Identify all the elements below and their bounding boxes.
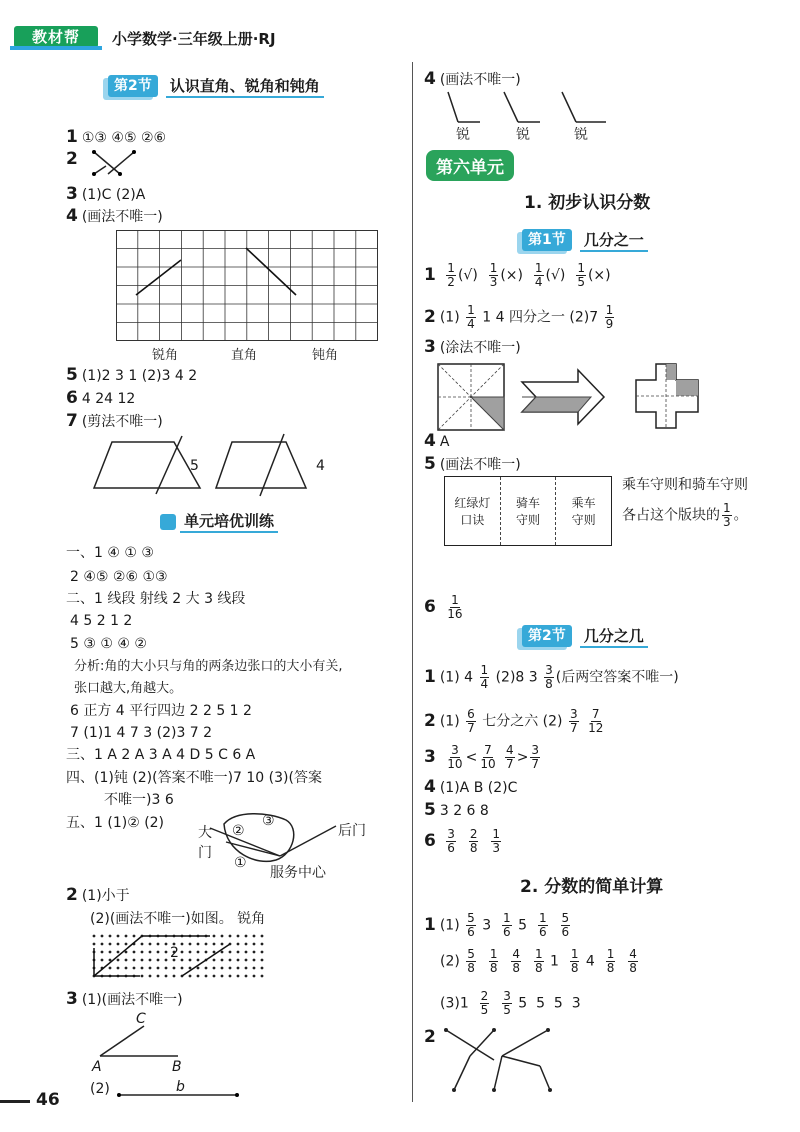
unit-2-6: 6 正方 4 平行四边 2 2 5 1 2 xyxy=(70,703,252,719)
board-cell-1: 红绿灯 口诀 xyxy=(445,477,501,545)
r-answer-3: 3 (涂法不唯一) xyxy=(424,337,521,357)
page-number: 46 xyxy=(36,1090,60,1110)
cut-shapes xyxy=(90,432,350,498)
r2-answer-6: 6 $\frac{3}{6}$ $\frac{2}{8}$ $\frac{1}{3}$ xyxy=(424,827,501,855)
cut-count-1: 5 xyxy=(190,458,199,474)
map-label-big: 大 xyxy=(198,825,212,841)
matching-lines-2 xyxy=(440,1026,570,1096)
unit-6-badge: 第六单元 xyxy=(426,150,514,181)
analysis-line-2: 张口越大,角越大。 xyxy=(74,681,183,696)
brand-underline xyxy=(10,46,102,50)
r3-answer-2: 2 xyxy=(424,1027,436,1047)
unit-5-2: 2 (1)小于 xyxy=(66,885,130,905)
map-circle-2: ② xyxy=(232,823,245,839)
r-answer-6: 6 $\frac{1}{16}$ xyxy=(424,593,463,621)
map-circle-1: ① xyxy=(234,855,247,871)
grid-caption-obtuse: 钝角 xyxy=(312,348,339,363)
answer-2: 2 xyxy=(66,149,78,169)
map-label-service: 服务中心 xyxy=(270,865,326,881)
r2-answer-5: 5 3 2 6 8 xyxy=(424,800,489,820)
section1-heading: 第1节 几分之一 xyxy=(522,228,648,252)
angle-grid xyxy=(116,230,380,342)
board-cell-3: 乘车 守则 xyxy=(571,496,596,527)
r-answer-1: 1 $\frac{1}{2}$ (√) $\frac{1}{3}$ (×) $\frac{1}{4}$ (√) $\frac{1}{5}$ (×) xyxy=(424,261,611,289)
matching-lines-1 xyxy=(90,148,140,178)
unit-2-1: 二、1 线段 射线 2 大 3 线段 xyxy=(66,591,246,607)
r3-answer-1b: (2) $\frac{5}{8}$ $\frac{1}{8}$ $\frac{4}{8}$ $\frac{1}{8}$ 1 $\frac{1}{8}$ 4 $\frac{1}{8}$ $\frac{4}{8}$ xyxy=(440,947,637,975)
r-answer-4: 4 A xyxy=(424,431,450,451)
grid-caption-acute: 锐角 xyxy=(152,348,179,363)
point-c: C xyxy=(136,1011,146,1027)
r-answer-2: 2 (1) $\frac{1}{4}$ 1 4 四分之一 (2)7 $\frac{1}{9}$ xyxy=(424,303,614,331)
unit-3: 三、1 A 2 A 3 A 4 D 5 C 6 A xyxy=(66,747,256,763)
unit-4a: 四、(1)钝 (2)(答案不唯一)7 10 (3)(答案 xyxy=(66,770,322,786)
r3-answer-1a: 1 (1) $\frac{5}{6}$ 3 $\frac{1}{6}$ 5 $\frac{1}{6}$ $\frac{5}{6}$ xyxy=(424,911,570,939)
board-cell-2: 骑车 守则 xyxy=(501,477,557,545)
board-note-2: 各占这个版块的 $\frac{1}{3}$ 。 xyxy=(622,501,748,529)
acute-caption-1: 锐 xyxy=(456,127,470,143)
column-divider xyxy=(412,62,413,1102)
answer-3: 3 (1)C (2)A xyxy=(66,184,146,204)
unit-2-4: 4 5 2 1 2 xyxy=(70,613,133,629)
page-number-bar xyxy=(0,1100,30,1103)
section-title: 认识直角、锐角和钝角 xyxy=(166,75,324,98)
acute-caption-2: 锐 xyxy=(516,127,530,143)
r-answer-4-top: 4 (画法不唯一) xyxy=(424,69,521,89)
segment-b-label: b xyxy=(176,1079,185,1095)
dot-grid xyxy=(90,930,270,980)
dot-grid-label: 2 xyxy=(170,945,179,961)
unit-5-3b: (2) xyxy=(90,1081,110,1097)
shading-figures xyxy=(436,362,776,432)
unit-1-2: 2 ④⑤ ②⑥ ①③ xyxy=(70,569,168,585)
map-label-back: 后门 xyxy=(338,823,366,839)
r2-answer-3: 3 $\frac{3}{10}$ < $\frac{7}{10}$ $\frac{4}{7}$ > $\frac{3}{7}$ xyxy=(424,743,540,771)
section2-heading: 第2节 几分之几 xyxy=(522,624,648,648)
section-heading-left xyxy=(108,74,324,98)
safety-board xyxy=(444,476,612,546)
point-a: A xyxy=(92,1059,102,1075)
book-title: 小学数学·三年级上册·RJ xyxy=(112,30,276,48)
r2-answer-2: 2 (1) $\frac{6}{7}$ 七分之六 (2) $\frac{3}{7}$ $\frac{7}{12}$ xyxy=(424,707,604,735)
r2-answer-4: 4 (1)A B (2)C xyxy=(424,777,518,797)
unit-4b: 不唯一)3 6 xyxy=(104,792,174,808)
chapter-1-title: 1. 初步认识分数 xyxy=(524,193,651,213)
unit-2-5: 5 ③ ① ④ ② xyxy=(70,636,147,652)
grid-caption-right: 直角 xyxy=(231,348,258,363)
point-b: B xyxy=(172,1059,182,1075)
chapter-2-title: 2. 分数的简单计算 xyxy=(520,877,664,897)
r2-answer-1: 1 (1) 4 $\frac{1}{4}$ (2)8 3 $\frac{3}{8}$ (后两空答案不唯一) xyxy=(424,663,679,691)
unit-5-2b: (2)(画法不唯一)如图。 锐角 xyxy=(90,911,266,927)
unit-training-heading: 单元培优训练 xyxy=(160,510,278,533)
unit-2-7: 7 (1)1 4 7 3 (2)3 7 2 xyxy=(70,725,213,741)
brand-badge: 教材帮 xyxy=(14,26,98,48)
board-note-1: 乘车守则和骑车守则 xyxy=(622,477,748,493)
r3-answer-1c: (3)1 $\frac{2}{5}$ $\frac{3}{5}$ 5 5 5 3 xyxy=(440,989,581,1017)
analysis-line-1: 分析:角的大小只与角的两条边张口的大小有关, xyxy=(74,659,343,674)
acute-caption-3: 锐 xyxy=(574,127,588,143)
answer-7: 7 (剪法不唯一) xyxy=(66,411,163,431)
acute-angles xyxy=(436,90,616,130)
answer-4: 4 (画法不唯一) xyxy=(66,206,163,226)
answer-6: 6 4 24 12 xyxy=(66,388,136,408)
map-circle-3: ③ xyxy=(262,813,275,829)
answer-1: 1 ①③ ④⑤ ②⑥ xyxy=(66,127,167,147)
unit-5-3: 3 (1)(画法不唯一) xyxy=(66,989,183,1009)
r-answer-5: 5 (画法不唯一) xyxy=(424,454,521,474)
unit-5-1: 五、1 (1)② (2) xyxy=(66,815,165,831)
chart-icon xyxy=(160,514,176,530)
section-tag: 第2节 xyxy=(108,75,158,97)
unit-1-1: 一、1 ④ ① ③ xyxy=(66,545,154,561)
answer-5: 5 (1)2 3 1 (2)3 4 2 xyxy=(66,365,198,385)
map-label-door: 门 xyxy=(198,845,212,861)
angle-abc xyxy=(92,1012,202,1062)
cut-count-2: 4 xyxy=(316,458,325,474)
